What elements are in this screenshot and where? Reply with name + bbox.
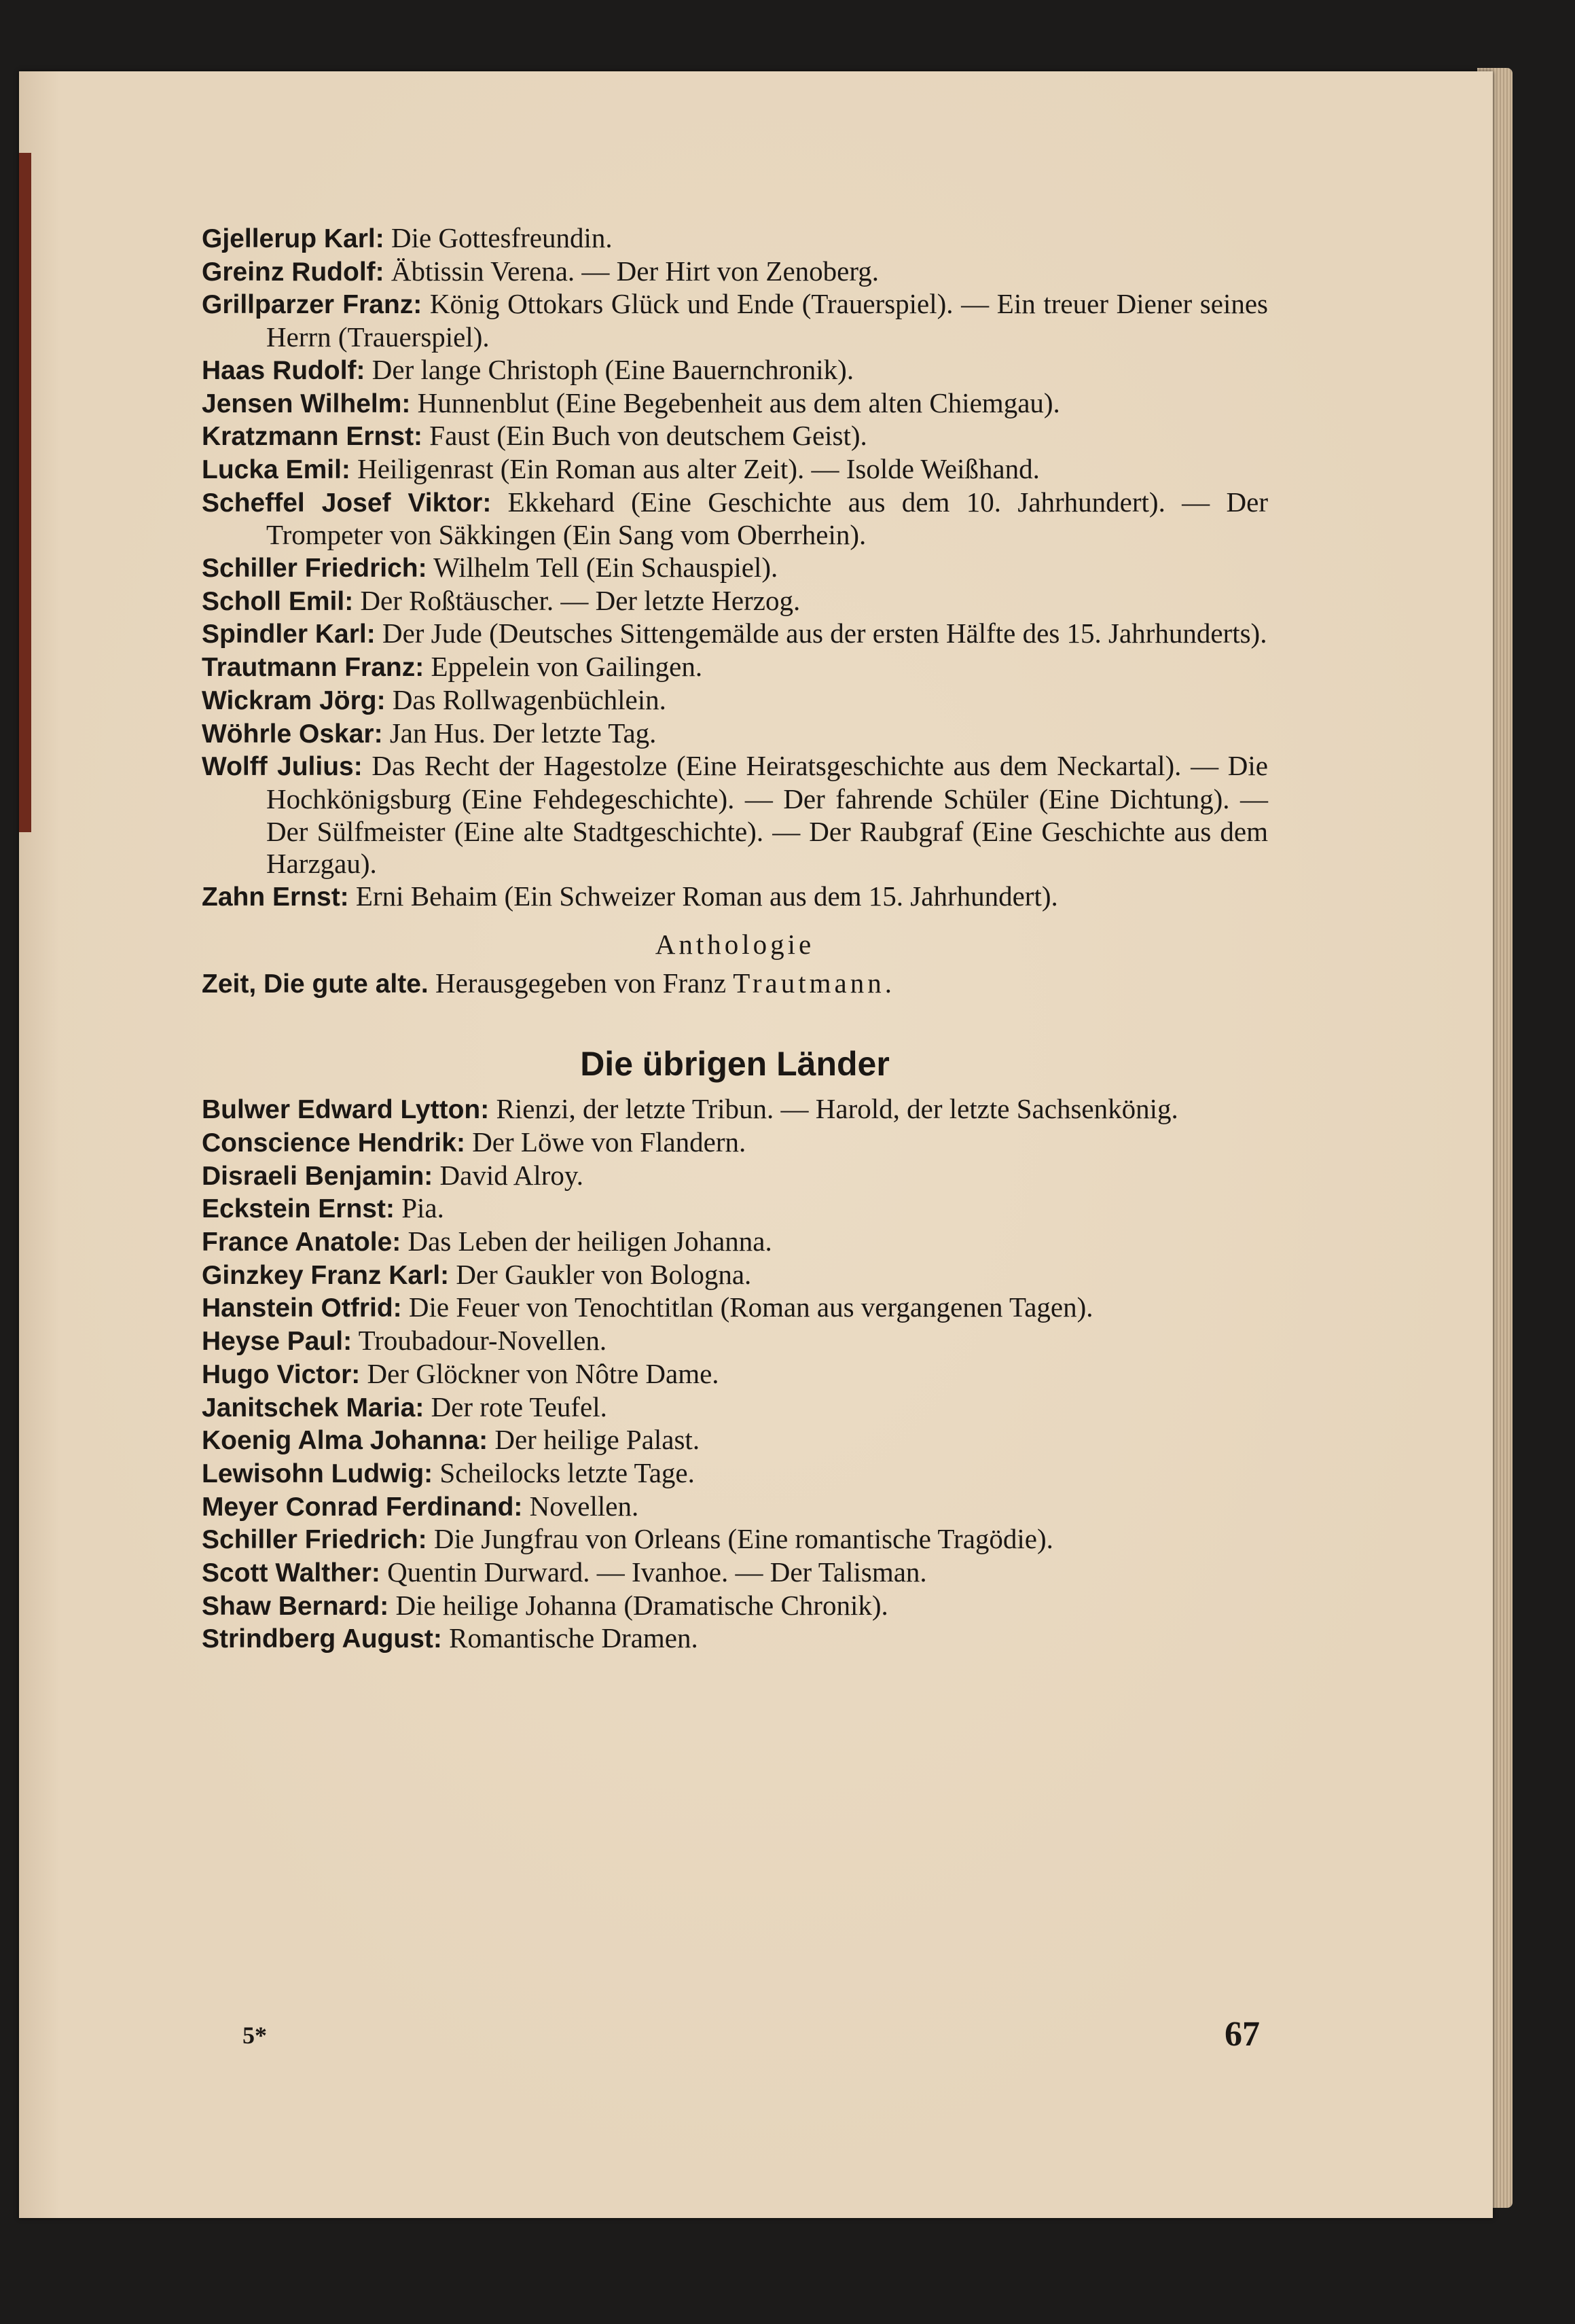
author-name: France Anatole: xyxy=(202,1227,401,1257)
author-name: Jensen Wilhelm: xyxy=(202,389,411,418)
author-name: Wöhrle Oskar: xyxy=(202,719,383,749)
anthology-editor: Trautmann. xyxy=(733,967,895,999)
author-name: Schiller Friedrich: xyxy=(202,1525,427,1555)
work-titles: Pia. xyxy=(394,1192,444,1224)
list-item xyxy=(202,1523,1268,1556)
author-name: Lucka Emil: xyxy=(202,454,350,484)
list-item xyxy=(202,1192,1268,1226)
author-name: Scholl Emil: xyxy=(202,586,354,616)
list-item xyxy=(202,222,1268,255)
author-name: Ginzkey Franz Karl: xyxy=(202,1260,450,1290)
work-titles: Erni Behaim (Ein Schweizer Roman aus dem 15. Jahrhundert). xyxy=(348,880,1058,912)
german-entries-list xyxy=(202,222,1268,914)
author-name: Eckstein Ernst: xyxy=(202,1194,395,1224)
list-item xyxy=(202,1358,1268,1391)
work-titles: Das Recht der Hagestolze (Eine Heiratsgeschichte aus dem Neckartal). — Die Hochkönigsburg (Eine Fehdegeschichte). — Der fahrende Schüler (Eine Dichtung). — Der Sülfmeister (Eine alte Stadtgeschichte). — Der Raubgraf (Eine Geschichte aus dem Harzgau). xyxy=(266,750,1268,880)
work-titles: Der lange Christoph (Eine Bauernchronik). xyxy=(365,353,854,385)
list-item xyxy=(202,1556,1268,1590)
anthology-label: Anthologie xyxy=(655,928,815,960)
anthology-entry xyxy=(202,967,1268,1001)
work-titles: Faust (Ein Buch von deutschem Geist). xyxy=(422,420,867,452)
work-titles: Der Glöckner von Nôtre Dame. xyxy=(360,1357,719,1389)
other-countries-list xyxy=(202,1093,1268,1656)
work-titles: Troubadour-Novellen. xyxy=(352,1325,607,1357)
author-name: Heyse Paul: xyxy=(202,1327,352,1357)
work-titles: Der Löwe von Flandern. xyxy=(465,1126,746,1158)
work-titles: Hunnenblut (Eine Begebenheit aus dem alten Chiemgau). xyxy=(410,387,1060,418)
list-item xyxy=(202,651,1268,684)
work-titles: Ekkehard (Eine Geschichte aus dem 10. Jahrhundert). — Der Trompeter von Säkkingen (Ein Sang vom Oberrhein). xyxy=(266,486,1269,551)
list-item xyxy=(202,1590,1268,1623)
work-titles: Die Jungfrau von Orleans (Eine romantische Tragödie). xyxy=(427,1523,1053,1555)
author-name: Greinz Rudolf: xyxy=(202,257,384,287)
list-item xyxy=(202,1325,1268,1358)
author-name: Trautmann Franz: xyxy=(202,653,424,683)
author-name: Hanstein Otfrid: xyxy=(202,1293,402,1323)
work-titles: König Ottokars Glück und Ende (Trauerspiel). — Ein treuer Diener seines Herrn (Trauerspiel). xyxy=(266,288,1268,353)
list-item xyxy=(202,486,1268,552)
page-number: 67 xyxy=(1225,2015,1260,2054)
work-titles: Rienzi, der letzte Tribun. — Harold, der letzte Sachsenkönig. xyxy=(489,1093,1178,1125)
list-item xyxy=(202,1226,1268,1259)
list-item xyxy=(202,1622,1268,1656)
author-name: Conscience Hendrik: xyxy=(202,1128,465,1158)
work-titles: Das Rollwagenbüchlein. xyxy=(385,683,666,715)
author-name: Grillparzer Franz: xyxy=(202,290,422,320)
work-titles: Die Gottesfreundin. xyxy=(384,222,613,253)
author-name: Bulwer Edward Lytton: xyxy=(202,1095,490,1125)
work-titles: Romantische Dramen. xyxy=(441,1622,698,1654)
author-name: Lewisohn Ludwig: xyxy=(202,1459,433,1488)
author-name: Koenig Alma Johanna: xyxy=(202,1426,488,1456)
list-item xyxy=(202,1291,1268,1325)
list-item xyxy=(202,684,1268,717)
work-titles: Jan Hus. Der letzte Tag. xyxy=(382,717,657,749)
list-item xyxy=(202,387,1268,421)
author-name: Strindberg August: xyxy=(202,1624,442,1654)
author-name: Wickram Jörg: xyxy=(202,685,386,715)
author-name: Meyer Conrad Ferdinand: xyxy=(202,1492,523,1522)
work-titles: Das Leben der heiligen Johanna. xyxy=(401,1225,772,1257)
list-item xyxy=(202,1259,1268,1292)
author-name: Disraeli Benjamin: xyxy=(202,1161,433,1191)
work-titles: Novellen. xyxy=(522,1490,639,1522)
list-item xyxy=(202,255,1268,289)
author-name: Hugo Victor: xyxy=(202,1359,361,1389)
list-item xyxy=(202,288,1268,353)
work-titles: Der Roßtäuscher. — Der letzte Herzog. xyxy=(353,584,801,616)
list-item xyxy=(202,1424,1268,1457)
work-titles: Quentin Durward. — Ivanhoe. — Der Talisman. xyxy=(380,1556,927,1588)
author-name: Haas Rudolf: xyxy=(202,355,365,385)
list-item xyxy=(202,880,1268,914)
author-name: Schiller Friedrich: xyxy=(202,554,427,584)
section-heading: Die übrigen Länder xyxy=(580,1045,890,1084)
list-item xyxy=(202,750,1268,880)
work-titles: Heiligenrast (Ein Roman aus alter Zeit). — Isolde Weißhand. xyxy=(350,452,1040,484)
work-titles: David Alroy. xyxy=(433,1159,583,1191)
author-name: Janitschek Maria: xyxy=(202,1393,424,1423)
book-binding xyxy=(19,153,31,832)
list-item xyxy=(202,1160,1268,1193)
author-name: Scheffel Josef Viktor: xyxy=(202,488,492,518)
anthology-title: Zeit, Die gute alte. xyxy=(202,969,429,999)
work-titles: Die heilige Johanna (Dramatische Chronik). xyxy=(388,1589,888,1621)
list-item xyxy=(202,1126,1268,1160)
work-titles: Scheilocks letzte Tage. xyxy=(433,1456,695,1488)
work-titles: Äbtissin Verena. — Der Hirt von Zenoberg. xyxy=(384,255,880,287)
author-name: Gjellerup Karl: xyxy=(202,224,384,253)
author-name: Scott Walther: xyxy=(202,1558,380,1588)
bibliography-text xyxy=(202,222,1268,1656)
list-item xyxy=(202,717,1268,751)
list-item xyxy=(202,1457,1268,1490)
work-titles: Der Gaukler von Bologna. xyxy=(449,1258,752,1290)
author-name: Kratzmann Ernst: xyxy=(202,422,423,452)
work-titles: Der Jude (Deutsches Sittengemälde aus der ersten Hälfte des 15. Jahrhunderts). xyxy=(375,618,1267,649)
author-name: Shaw Bernard: xyxy=(202,1591,389,1621)
list-item xyxy=(202,453,1268,486)
list-item xyxy=(202,585,1268,618)
list-item xyxy=(202,618,1268,651)
work-titles: Wilhelm Tell (Ein Schauspiel). xyxy=(427,552,778,584)
work-titles: Die Feuer von Tenochtitlan (Roman aus vergangenen Tagen). xyxy=(401,1291,1093,1323)
list-item xyxy=(202,552,1268,585)
list-item xyxy=(202,1391,1268,1425)
list-item xyxy=(202,1490,1268,1524)
work-titles: Der rote Teufel. xyxy=(424,1391,607,1423)
list-item xyxy=(202,420,1268,453)
work-titles: Eppelein von Gailingen. xyxy=(424,651,703,683)
list-item xyxy=(202,1093,1268,1126)
signature-mark: 5* xyxy=(242,2022,267,2049)
work-titles: Der heilige Palast. xyxy=(488,1424,700,1456)
anthology-editor-prefix: Herausgegeben von Franz xyxy=(428,967,734,999)
author-name: Wolff Julius: xyxy=(202,752,363,782)
author-name: Zahn Ernst: xyxy=(202,882,349,912)
list-item xyxy=(202,354,1268,387)
author-name: Spindler Karl: xyxy=(202,620,376,649)
